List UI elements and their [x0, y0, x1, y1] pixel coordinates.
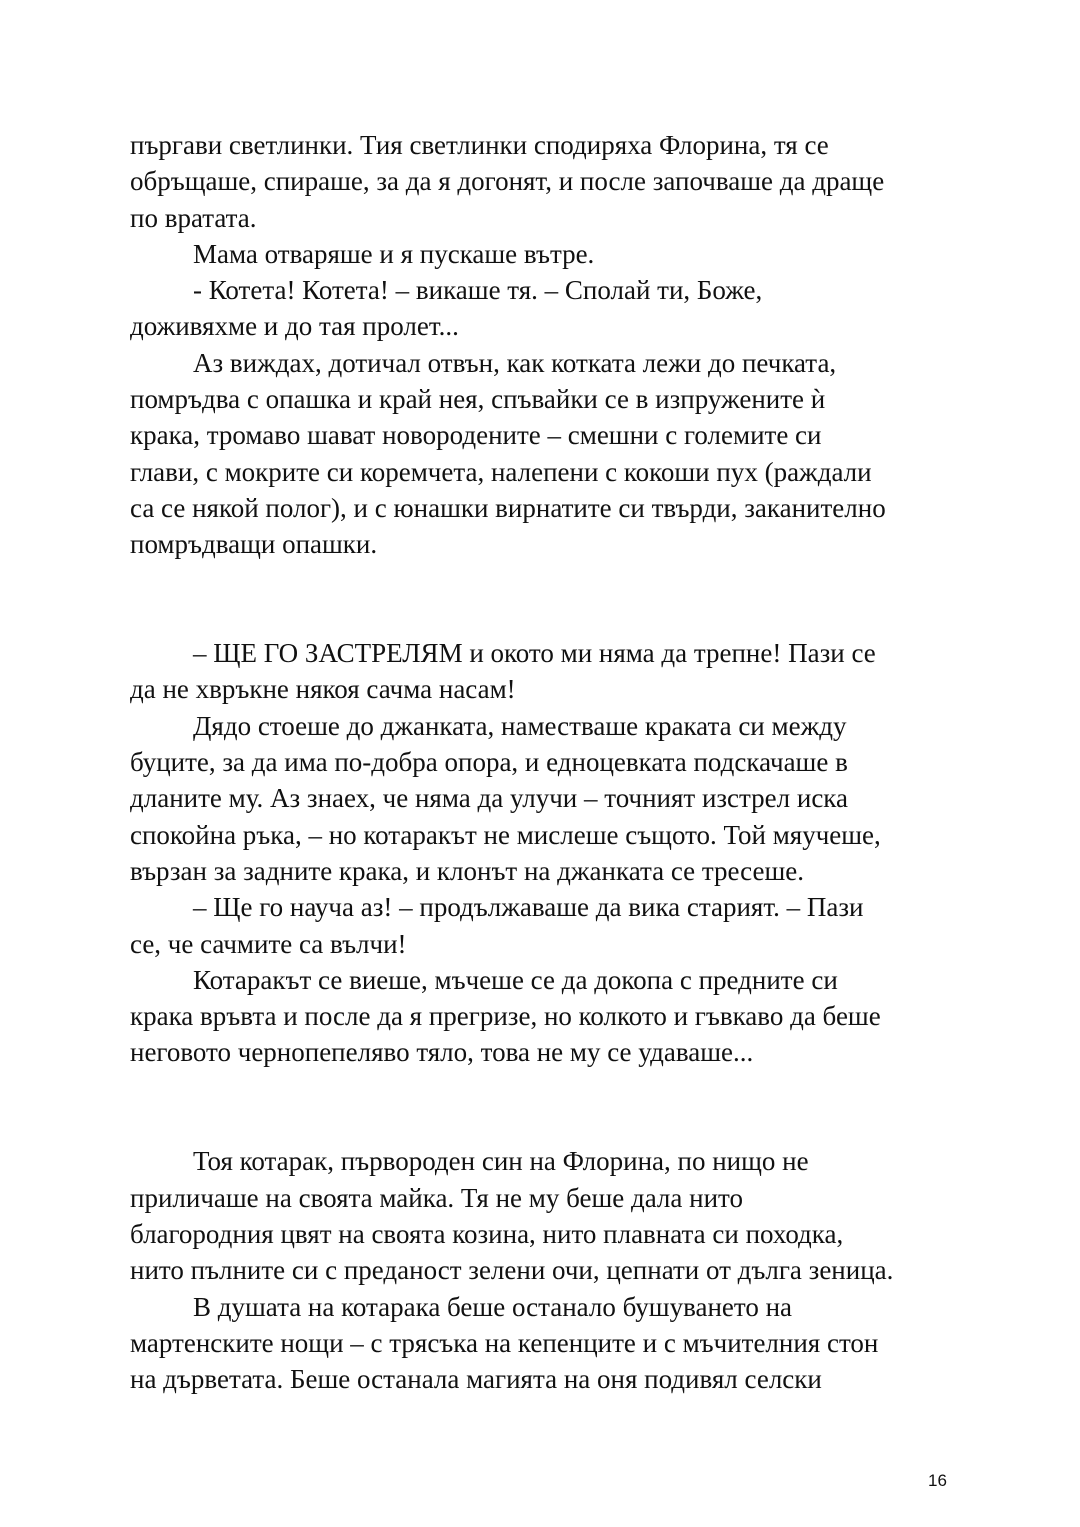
text-line: – Ще го науча аз! – продължаваше да вика старият. – Пази — [193, 892, 864, 923]
text-line: Мама отваряше и я пускаше вътре. — [193, 238, 595, 269]
text-line: буците, за да има по-добра опора, и едноцевката подскачаше в — [130, 747, 848, 778]
text-line: вързан за задните крака, и клонът на джанката се тресеше. — [130, 855, 804, 886]
text-line: на дърветата. Беше останала магията на оня подивял селски — [130, 1364, 822, 1395]
text-line: помръдващи опашки. — [130, 529, 378, 560]
text-line: – ЩЕ ГО ЗАСТРЕЛЯМ и окото ми няма да трепне! Пази се — [193, 638, 876, 669]
text-line: благородния цвят на своята козина, нито плавната си походка, — [130, 1218, 844, 1249]
page-number: 16 — [928, 1471, 947, 1490]
section-break — [130, 1071, 960, 1144]
text-line: Тоя котарак, първороден син на Флорина, по нищо не — [193, 1146, 809, 1177]
text-line: доживяхме и до тая пролет... — [130, 311, 459, 342]
text-line: неговото чернопепеляво тяло, това не му се удаваше... — [130, 1037, 754, 1068]
text-line: пъргави светлинки. Тия светлинки сподиряха Флорина, тя се — [130, 130, 829, 160]
text-line: мартенските нощи – с трясъка на кепенците и с мъчителния стон — [130, 1327, 879, 1358]
text-line: нито пълните си с преданост зелени очи, цепнати от дълга зеница. — [130, 1255, 894, 1286]
text-line: помръдва с опашка и край нея, спъвайки се в изпружените ѝ — [130, 384, 826, 415]
text-body — [130, 127, 960, 1397]
text-line: Котаракът се виеше, мъчеше се да докопа с предните си — [193, 964, 838, 995]
text-line: В душата на котарака беше останало бушуването на — [193, 1291, 793, 1322]
text-line: глави, с мокрите си коремчета, налепени с кокоши пух (раждали — [130, 456, 872, 487]
text-line: се, че сачмите са вълчи! — [130, 928, 407, 959]
text-line: обръщаше, спираше, за да я догонят, и после започваше да драще — [130, 166, 885, 197]
text-line: Дядо стоеше до джанката, наместваше краката си между — [193, 710, 847, 741]
text-line: са се някой полог), и с юнашки вирнатите си твърди, заканително — [130, 492, 886, 523]
text-line: - Котета! Котета! – викаше тя. – Сполай ти, Боже, — [193, 275, 763, 306]
text-line: спокойна ръка, – но котаракът не мислеше същото. Той мяучеше, — [130, 819, 881, 850]
text-line: Аз виждах, дотичал отвън, как котката лежи до печката, — [193, 347, 837, 378]
section-break — [130, 563, 960, 636]
text-line: да не хвръкне някоя сачма насам! — [130, 674, 516, 705]
text-line: крака връвта и после да я прегризе, но колкото и гъвкаво да беше — [130, 1001, 881, 1032]
text-line: крака, тромаво шават новородените – смешни с големите си — [130, 420, 822, 451]
text-line: дланите му. Аз знаех, че няма да улучи – точният изстрел иска — [130, 783, 849, 814]
text-line: по вратата. — [130, 202, 257, 233]
text-line: приличаше на своята майка. Тя не му беше дала нито — [130, 1182, 743, 1213]
